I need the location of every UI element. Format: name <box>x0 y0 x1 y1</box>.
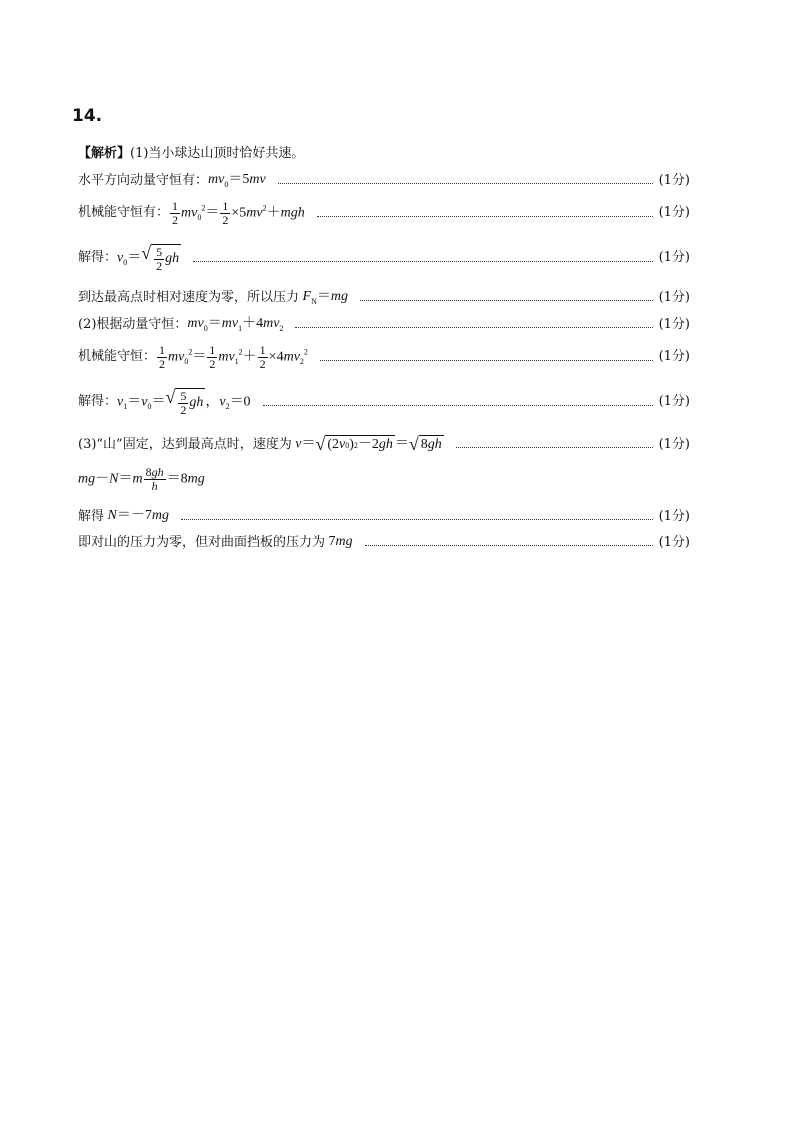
leader-dots <box>295 327 652 328</box>
equation: 7mg <box>328 534 353 549</box>
solution-line <box>78 244 690 272</box>
line-text: 水平方向动量守恒有： <box>78 172 209 188</box>
leader-dots <box>317 216 653 217</box>
line-text: 解得 <box>78 508 105 524</box>
score-label: (1分) <box>658 349 690 365</box>
equation: $mv_0=5mv$ <box>208 172 266 189</box>
score-label: (1分) <box>658 436 690 452</box>
score-label: (1分) <box>658 289 690 305</box>
equation: $v_0=$ √ $\frac{5}{2}$ gh <box>117 243 180 273</box>
leader-dots <box>456 447 653 448</box>
equation: mg－N＝m $\frac{8gh}{h}$ ＝8mg <box>78 465 205 493</box>
leader-dots <box>278 183 653 184</box>
solution-line <box>78 508 690 525</box>
line-text: 机械能守恒有： <box>78 205 170 221</box>
line-text: (3)“山”固定，达到最高点时，速度为 <box>78 436 292 452</box>
equation: $\frac{1}{2}$ $mv_0^2=$ $\frac{1}{2}$ $\times 5mv^2+mgh$ <box>172 199 305 227</box>
solution-line <box>78 435 690 454</box>
leader-dots <box>320 360 653 361</box>
solution-line <box>78 388 690 416</box>
equation: $\frac{1}{2}$ $mv_0^2=$ $\frac{1}{2}$ $mv_1^2+$ $\frac{1}{2}$ $\times 4mv_2^2$ <box>159 343 308 371</box>
solution-line <box>78 200 690 226</box>
solution-line <box>78 289 690 306</box>
equation: $F_N=mg$ <box>299 289 348 306</box>
line-text: 到达最高点时相对速度为零，所以压力 <box>78 289 300 305</box>
line-text: 机械能守恒： <box>78 349 157 365</box>
solution-line <box>78 172 690 189</box>
equation: v＝ √ (2 v 0 ) 2 －2 gh ＝ √ 8 gh <box>291 434 442 454</box>
leader-dots <box>360 300 653 301</box>
score-label: (1分) <box>658 316 690 332</box>
line-text: 解得： <box>78 250 118 266</box>
score-label: (1分) <box>658 394 690 410</box>
leader-dots <box>365 545 653 546</box>
score-label: (1分) <box>658 205 690 221</box>
solution-line <box>78 344 690 370</box>
equation: $mv_0=mv_1+4mv_2$ <box>187 316 284 333</box>
part1-intro: (1)当小球达山顶时恰好共速。 <box>130 146 305 161</box>
leader-dots <box>193 261 652 262</box>
score-label: (1分) <box>658 250 690 266</box>
analysis-tag: 【解析】 <box>78 146 131 161</box>
solution-line <box>78 466 690 492</box>
line-text: 即对山的压力为零，但对曲面挡板的压力为 <box>78 534 326 550</box>
solution-line <box>78 316 690 333</box>
solution-line <box>78 534 690 551</box>
equation: $v_1=v_0=$ √ $\frac{5}{2}$ gh ，$v_2=0$ <box>117 387 251 417</box>
solution-header <box>78 146 690 162</box>
score-label: (1分) <box>658 534 690 550</box>
line-text: 解得： <box>78 394 118 410</box>
line-text: (2)根据动量守恒： <box>78 316 188 332</box>
question-number: 14. <box>72 106 103 126</box>
leader-dots <box>181 519 653 520</box>
score-label: (1分) <box>658 508 690 524</box>
leader-dots <box>263 405 653 406</box>
score-label: (1分) <box>658 172 690 188</box>
equation: N＝－7mg <box>104 508 169 523</box>
